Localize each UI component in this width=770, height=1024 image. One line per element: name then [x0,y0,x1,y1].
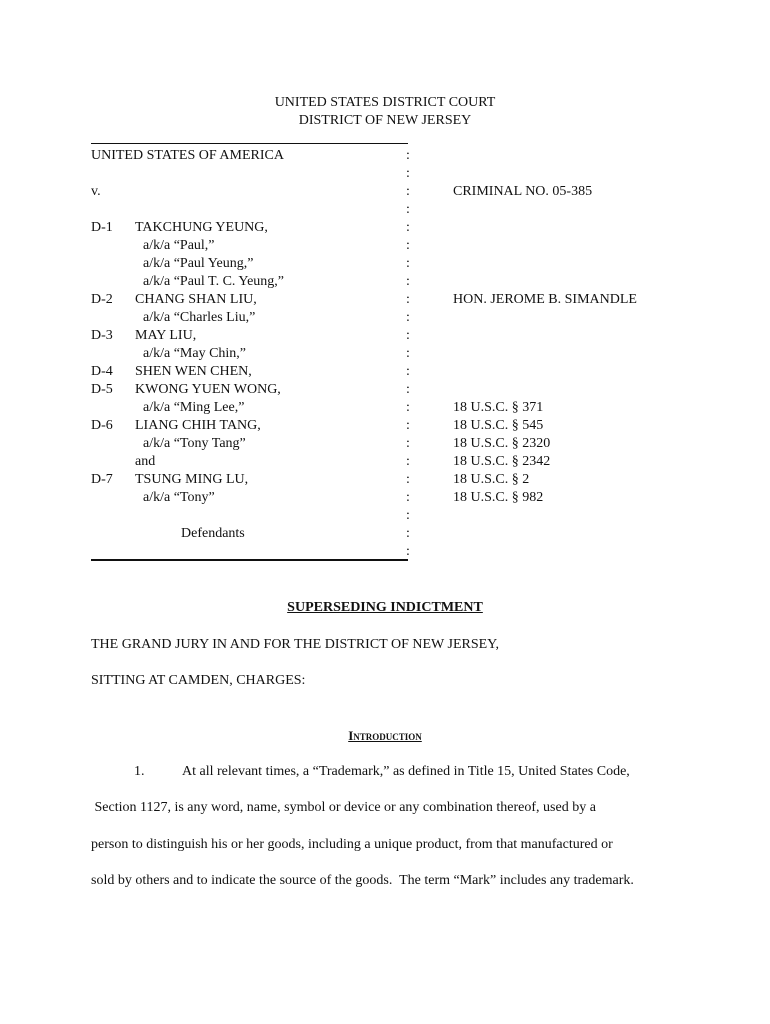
statute-item: 18 U.S.C. § 545 [453,418,544,433]
paragraph-number: 1. [134,764,145,779]
defendant-row [91,237,401,255]
defendant-row [91,327,401,345]
statute-item: 18 U.S.C. § 371 [453,400,544,415]
caption-colon: : [406,202,410,217]
defendant-alias: a/k/a “Ming Lee,” [143,400,245,415]
paragraph-line-4: sold by others and to indicate the source of the goods. The term “Mark” includes any trademark. [91,873,634,888]
paragraph-line-3: person to distinguish his or her goods, including a unique product, from that manufactured or [91,837,613,852]
judge-text: HON. JEROME B. SIMANDLE [453,292,637,307]
caption-colon: : [406,328,410,343]
caption-colon: : [406,526,410,541]
defendant-row [91,417,401,435]
caption-left-block [91,147,401,543]
caption-colon: : [406,382,410,397]
statute-item: 18 U.S.C. § 982 [453,490,544,505]
caption-colon: : [406,472,410,487]
defendant-alias: a/k/a “Tony” [143,490,215,505]
court-district: DISTRICT OF NEW JERSEY [298,113,472,128]
defendant-code: D-5 [91,382,113,397]
defendant-alias: a/k/a “Charles Liu,” [143,310,256,325]
caption-colon: : [406,418,410,433]
statute-item: 18 U.S.C. § 2 [453,472,530,487]
plaintiff: UNITED STATES OF AMERICA [91,148,284,163]
caption-colon: : [406,238,410,253]
versus: v. [91,184,101,199]
defendant-row [91,309,401,327]
caption-colon: : [406,544,410,559]
indictment-title: SUPERSEDING INDICTMENT [287,600,483,615]
caption-colon: : [406,292,410,307]
defendant-name: CHANG SHAN LIU, [135,292,257,307]
defendant-row [91,273,401,291]
defendant-row [91,255,401,273]
criminal-number [453,183,592,201]
caption-colon: : [406,148,410,163]
defendant-row [91,453,401,471]
defendant-name: SHEN WEN CHEN, [135,364,252,379]
court-name: UNITED STATES DISTRICT COURT [274,95,496,110]
defendant-name: TSUNG MING LU, [135,472,249,487]
defendant-row [91,381,401,399]
defendant-name: and [135,454,156,469]
defendant-row [91,219,401,237]
defendant-code: D-1 [91,220,113,235]
caption-colon: : [406,364,410,379]
introduction-heading: Introduction [348,728,422,743]
caption-colon: : [406,274,410,289]
defendant-alias: a/k/a “May Chin,” [143,346,247,361]
defendant-name: TAKCHUNG YEUNG, [135,220,268,235]
caption-colon: : [406,310,410,325]
defendant-row [91,471,401,489]
defendants-label: Defendants [181,526,245,541]
judge [453,291,637,309]
caption-colon: : [406,454,410,469]
caption-colon: : [406,490,410,505]
defendant-name: LIANG CHIH TANG, [135,418,261,433]
defendant-row [91,345,401,363]
defendant-code: D-2 [91,292,113,307]
defendant-alias: a/k/a “Paul Yeung,” [143,256,254,271]
defendant-row [91,291,401,309]
grand-jury-line: THE GRAND JURY IN AND FOR THE DISTRICT OF NEW JERSEY, [91,637,499,652]
defendant-alias: a/k/a “Tony Tang” [143,436,246,451]
caption-colon-column [406,147,414,561]
defendant-row [91,489,401,507]
paragraph-line-2: Section 1127, is any word, name, symbol or device or any combination thereof, used by a [91,800,596,815]
defendant-alias: a/k/a “Paul,” [143,238,215,253]
caption-colon: : [406,346,410,361]
caption-top-rule [91,143,408,144]
caption-colon: : [406,256,410,271]
defendant-code: D-7 [91,472,113,487]
defendant-list [91,219,401,507]
statute-item: 18 U.S.C. § 2342 [453,454,551,469]
defendant-code: D-3 [91,328,113,343]
caption-bottom-rule [91,559,408,561]
defendant-alias: a/k/a “Paul T. C. Yeung,” [143,274,285,289]
defendant-row [91,435,401,453]
statute-item: 18 U.S.C. § 2320 [453,436,551,451]
caption-colon: : [406,220,410,235]
criminal-number-text: CRIMINAL NO. 05-385 [453,184,593,199]
defendant-code: D-6 [91,418,113,433]
caption-colon: : [406,400,410,415]
defendant-code: D-4 [91,364,113,379]
defendant-name: KWONG YUEN WONG, [135,382,281,397]
defendant-name: MAY LIU, [135,328,197,343]
paragraph-line-1: At all relevant times, a “Trademark,” as defined in Title 15, United States Code, [182,764,630,779]
defendant-row [91,399,401,417]
defendant-row [91,363,401,381]
caption-colon: : [406,436,410,451]
caption-colon: : [406,166,410,181]
caption-colon: : [406,184,410,199]
statute-list [453,399,550,507]
caption-colon: : [406,508,410,523]
sitting-line: SITTING AT CAMDEN, CHARGES: [91,673,306,688]
